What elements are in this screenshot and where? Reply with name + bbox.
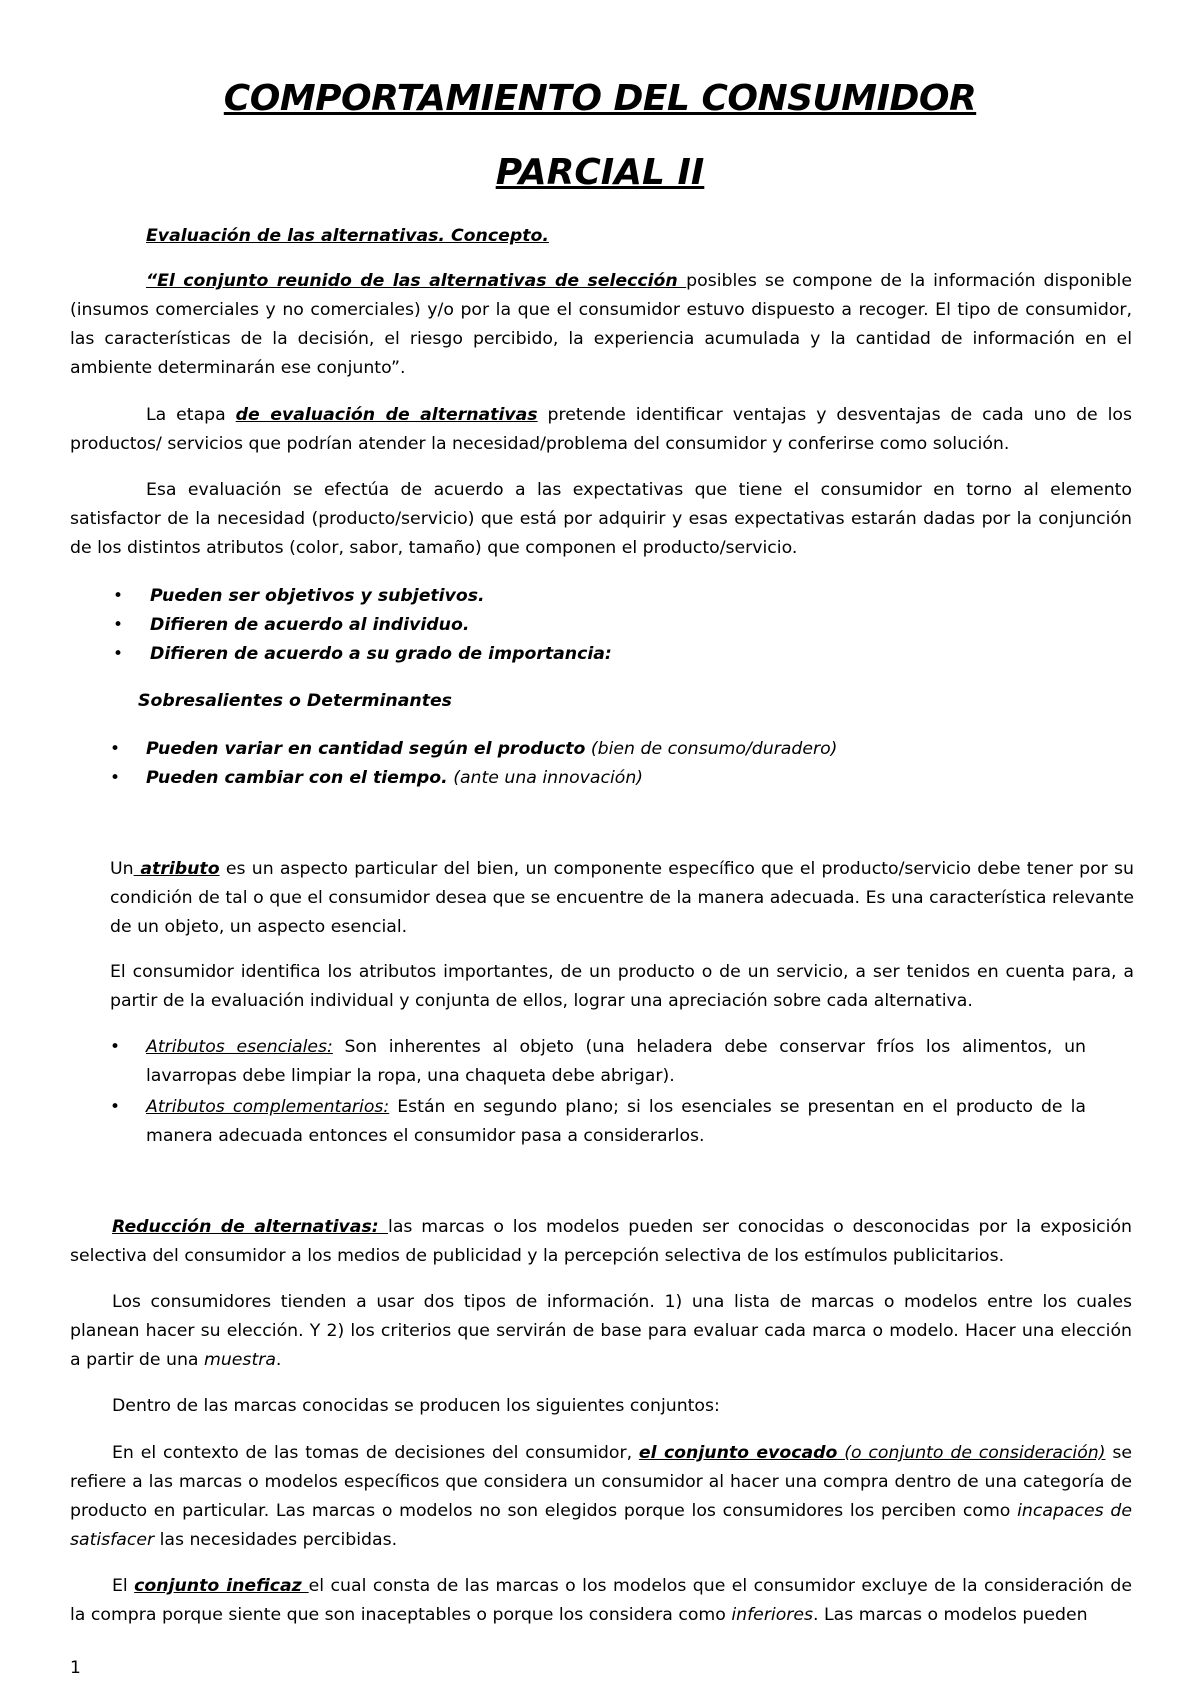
document-title: COMPORTAMIENTO DEL CONSUMIDOR [223, 78, 977, 119]
bullet-item: Pueden variar en cantidad según el producto (bien de consumo/duradero) [146, 739, 838, 759]
bullet-item: Atributos complementarios: Están en segundo plano; si los esenciales se presentan en el producto de la manera adecuada entonces el consumidor pasa a considerarlos. [146, 1097, 1086, 1146]
paragraph-definition: “El conjunto reunido de las alternativas de selección posibles se compone de la información disponible (insumos comerciales y no comerciales) y/o por la que el consumidor estuvo dispuesto a recoger. El tipo de consumidor, las características de la decisión, el riesgo percibido, la experiencia acumulada y la cantidad de información en el ambiente determinarán ese conjunto”. [70, 271, 1132, 378]
bullet-item: Atributos esenciales: Son inherentes al objeto (una heladera debe conservar fríos los alimentos, un lavarropas debe limpiar la ropa, una chaqueta debe abrigar). [146, 1037, 1086, 1086]
paragraph-information: Los consumidores tienden a usar dos tipos de información. 1) una lista de marcas o modelos entre los cuales planean hacer su elección. Y 2) los criterios que servirán de base para evaluar cada marca o modelo. Hacer una elección a partir de una muestra. [70, 1292, 1132, 1370]
bullet-item: Difieren de acuerdo a su grado de importancia: [150, 644, 612, 664]
paragraph-expectations: Esa evaluación se efectúa de acuerdo a las expectativas que tiene el consumidor en torno al elemento satisfactor de la necesidad (producto/servicio) que está por adquirir y esas expectativas estarán dadas por la conjunción de los distintos atributos (color, sabor, tamaño) que componen el producto/servicio. [70, 480, 1132, 558]
page-number: 1 [70, 1658, 81, 1678]
paragraph-inept-set: El conjunto ineficaz el cual consta de las marcas o los modelos que el consumidor excluye de la consideración de la compra porque siente que son inaceptables o porque los considera como inferiores. Las marcas o modelos pueden [70, 1576, 1132, 1625]
bullet-icon: • [113, 615, 124, 635]
bullet-icon: • [110, 739, 121, 759]
bullet-item: Difieren de acuerdo al individuo. [150, 615, 470, 635]
bullet-icon: • [113, 586, 124, 606]
bullet-icon: • [113, 644, 124, 664]
paragraph-sets: Dentro de las marcas conocidas se producen los siguientes conjuntos: [112, 1396, 720, 1416]
document-subtitle: PARCIAL II [495, 152, 705, 193]
paragraph-stage: La etapa de evaluación de alternativas pretende identificar ventajas y desventajas de cada uno de los productos/ servicios que podrían atender la necesidad/problema del consumidor y conferirse como solución. [70, 405, 1133, 454]
bullet-item: Pueden cambiar con el tiempo. (ante una innovación) [146, 768, 644, 788]
bullet-item: Pueden ser objetivos y subjetivos. [150, 586, 485, 606]
section-heading: Evaluación de las alternativas. Concepto. [146, 226, 549, 246]
sub-heading: Sobresalientes o Determinantes [138, 691, 452, 711]
paragraph-reduction: Reducción de alternativas: las marcas o los modelos pueden ser conocidas o desconocidas por la exposición selectiva del consumidor a los medios de publicidad y la percepción selectiva de los estímulos publicitarios. [70, 1217, 1132, 1266]
paragraph-identify: El consumidor identifica los atributos importantes, de un producto o de un servicio, a ser tenidos en cuenta para, a partir de la evaluación individual y conjunta de ellos, lograr una apreciación sobre cada alternativa. [110, 962, 1134, 1011]
bullet-icon: • [110, 768, 121, 788]
bullet-icon: • [110, 1097, 121, 1117]
bullet-icon: • [110, 1037, 121, 1057]
quoted-definition: “El conjunto reunido de las alternativas de selección [146, 271, 687, 291]
paragraph-evoked-set: En el contexto de las tomas de decisiones del consumidor, el conjunto evocado (o conjunto de consideración) se refiere a las marcas o modelos específicos que considera un consumidor al hacer una compra dentro de una categoría de producto en particular. Las marcas o modelos no son elegidos porque los consumidores los perciben como incapaces de satisfacer las necesidades percibidas. [70, 1443, 1133, 1550]
paragraph-attribute: Un atributo es un aspecto particular del bien, un componente específico que el producto/servicio debe tener por su condición de tal o que el consumidor desea que se encuentre de la manera adecuada. Es una característica relevante de un objeto, un aspecto esencial. [110, 859, 1134, 937]
